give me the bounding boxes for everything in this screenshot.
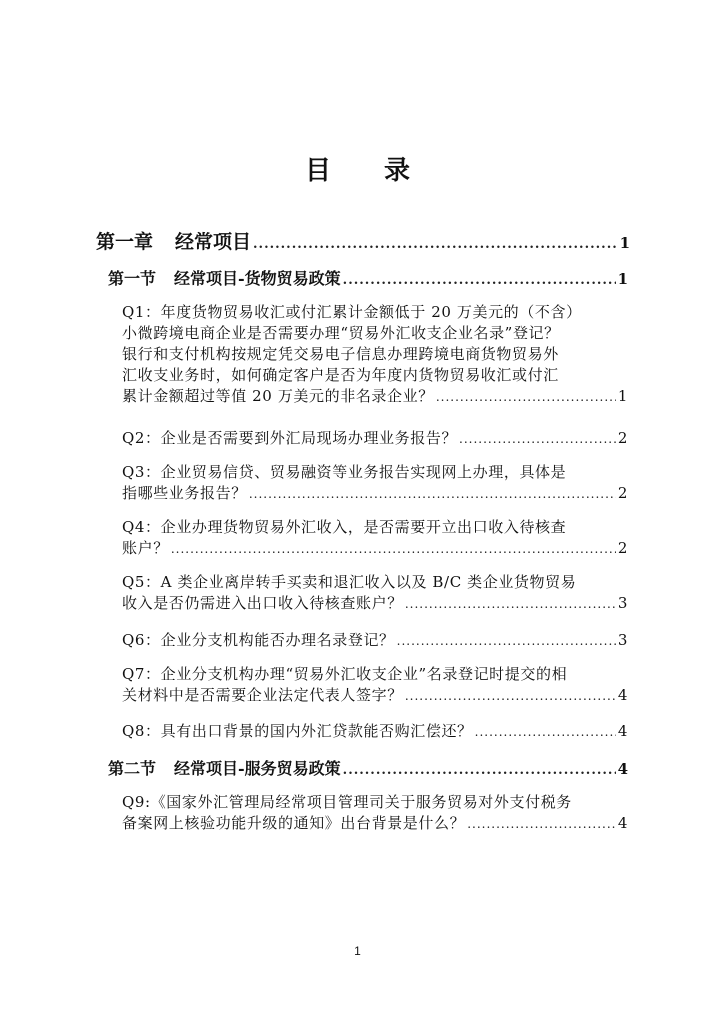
section-label: 第一节 [108,269,157,288]
dot-leader [343,273,616,288]
question-page: 3 [617,631,628,649]
question-line: Q6：企业分支机构能否办理名录登记？ [122,631,395,649]
page-footer-number: 1 [354,944,361,958]
question-line: 收入是否仍需进入出口收入待核查账户？ [122,594,403,612]
dot-leader [397,631,616,652]
toc-question-q4[interactable] [122,517,628,560]
section-page: 4 [617,760,628,778]
question-line: Q4：企业办理货物贸易外汇收入，是否需要开立出口收入待核查 [122,518,567,536]
question-line: Q3：企业贸易信贷、贸易融资等业务报告实现网上办理，具体是 [122,463,567,481]
question-line: 银行和支付机构按规定凭交易电子信息办理跨境电商货物贸易外 [122,345,559,363]
toc-question-q9[interactable] [122,792,628,835]
toc-section-2[interactable] [108,756,628,779]
question-line: Q7：企业分支机构办理“贸易外汇收支企业”名录登记时提交的相 [122,665,568,683]
toc-question-q1[interactable] [122,302,628,408]
question-line: Q8：具有出口背景的国内外汇贷款能否购汇偿还？ [122,722,473,740]
question-line: 指哪些业务报告？ [122,484,247,502]
dot-leader [343,763,616,778]
question-page: 2 [617,484,628,502]
question-line: Q5：A 类企业离岸转手买卖和退汇收入以及 B/C 类企业货物贸易 [122,573,577,591]
question-line: Q9:《国家外汇管理局经常项目管理司关于服务贸易对外支付税务 [122,793,572,811]
dot-leader [467,814,616,835]
question-line: 汇收支业务时，如何确定客户是否为年度内货物贸易收汇或付汇 [122,366,559,384]
question-line: 小微跨境电商企业是否需要办理“贸易外汇收支企业名录”登记？ [122,324,560,342]
chapter-title: 经常项目 [175,231,252,253]
question-page: 4 [617,722,628,740]
toc-question-q6[interactable] [122,630,628,652]
question-page: 2 [617,539,628,557]
toc-question-q7[interactable] [122,664,628,707]
toc-question-q5[interactable] [122,572,628,615]
question-page: 4 [617,686,628,704]
dot-leader [459,429,616,450]
dot-leader [405,686,616,707]
page-title: 目 录 [304,156,433,186]
chapter-page: 1 [619,234,630,252]
question-page: 2 [617,429,628,447]
question-line: Q1：年度货物贸易收汇或付汇累计金额低于 20 万美元的（不含） [122,303,582,321]
dot-leader [405,594,616,615]
question-page: 4 [617,814,628,832]
toc-section-1[interactable] [108,266,628,289]
dot-leader [249,484,616,505]
toc-question-q3[interactable] [122,462,628,505]
toc-question-q2[interactable] [122,428,628,450]
section-title: 经常项目-货物贸易政策 [174,269,341,288]
toc-chapter-1[interactable] [96,227,630,254]
question-page: 1 [617,387,628,405]
section-page: 1 [617,270,628,288]
chapter-label: 第一章 [96,231,154,253]
section-title: 经常项目-服务贸易政策 [174,759,341,778]
question-line: Q2：企业是否需要到外汇局现场办理业务报告？ [122,429,458,447]
dot-leader [475,722,616,743]
question-line: 备案网上核验功能升级的通知》出台背景是什么？ [122,814,466,832]
question-line: 累计金额超过等值 20 万美元的非名录企业？ [122,387,434,405]
toc-question-q8[interactable] [122,721,628,743]
dot-leader [253,237,618,252]
question-page: 3 [617,594,628,612]
dot-leader [436,387,616,408]
question-line: 账户？ [122,539,169,557]
dot-leader [171,539,616,560]
section-label: 第二节 [108,759,157,778]
question-line: 关材料中是否需要企业法定代表人签字？ [122,686,403,704]
